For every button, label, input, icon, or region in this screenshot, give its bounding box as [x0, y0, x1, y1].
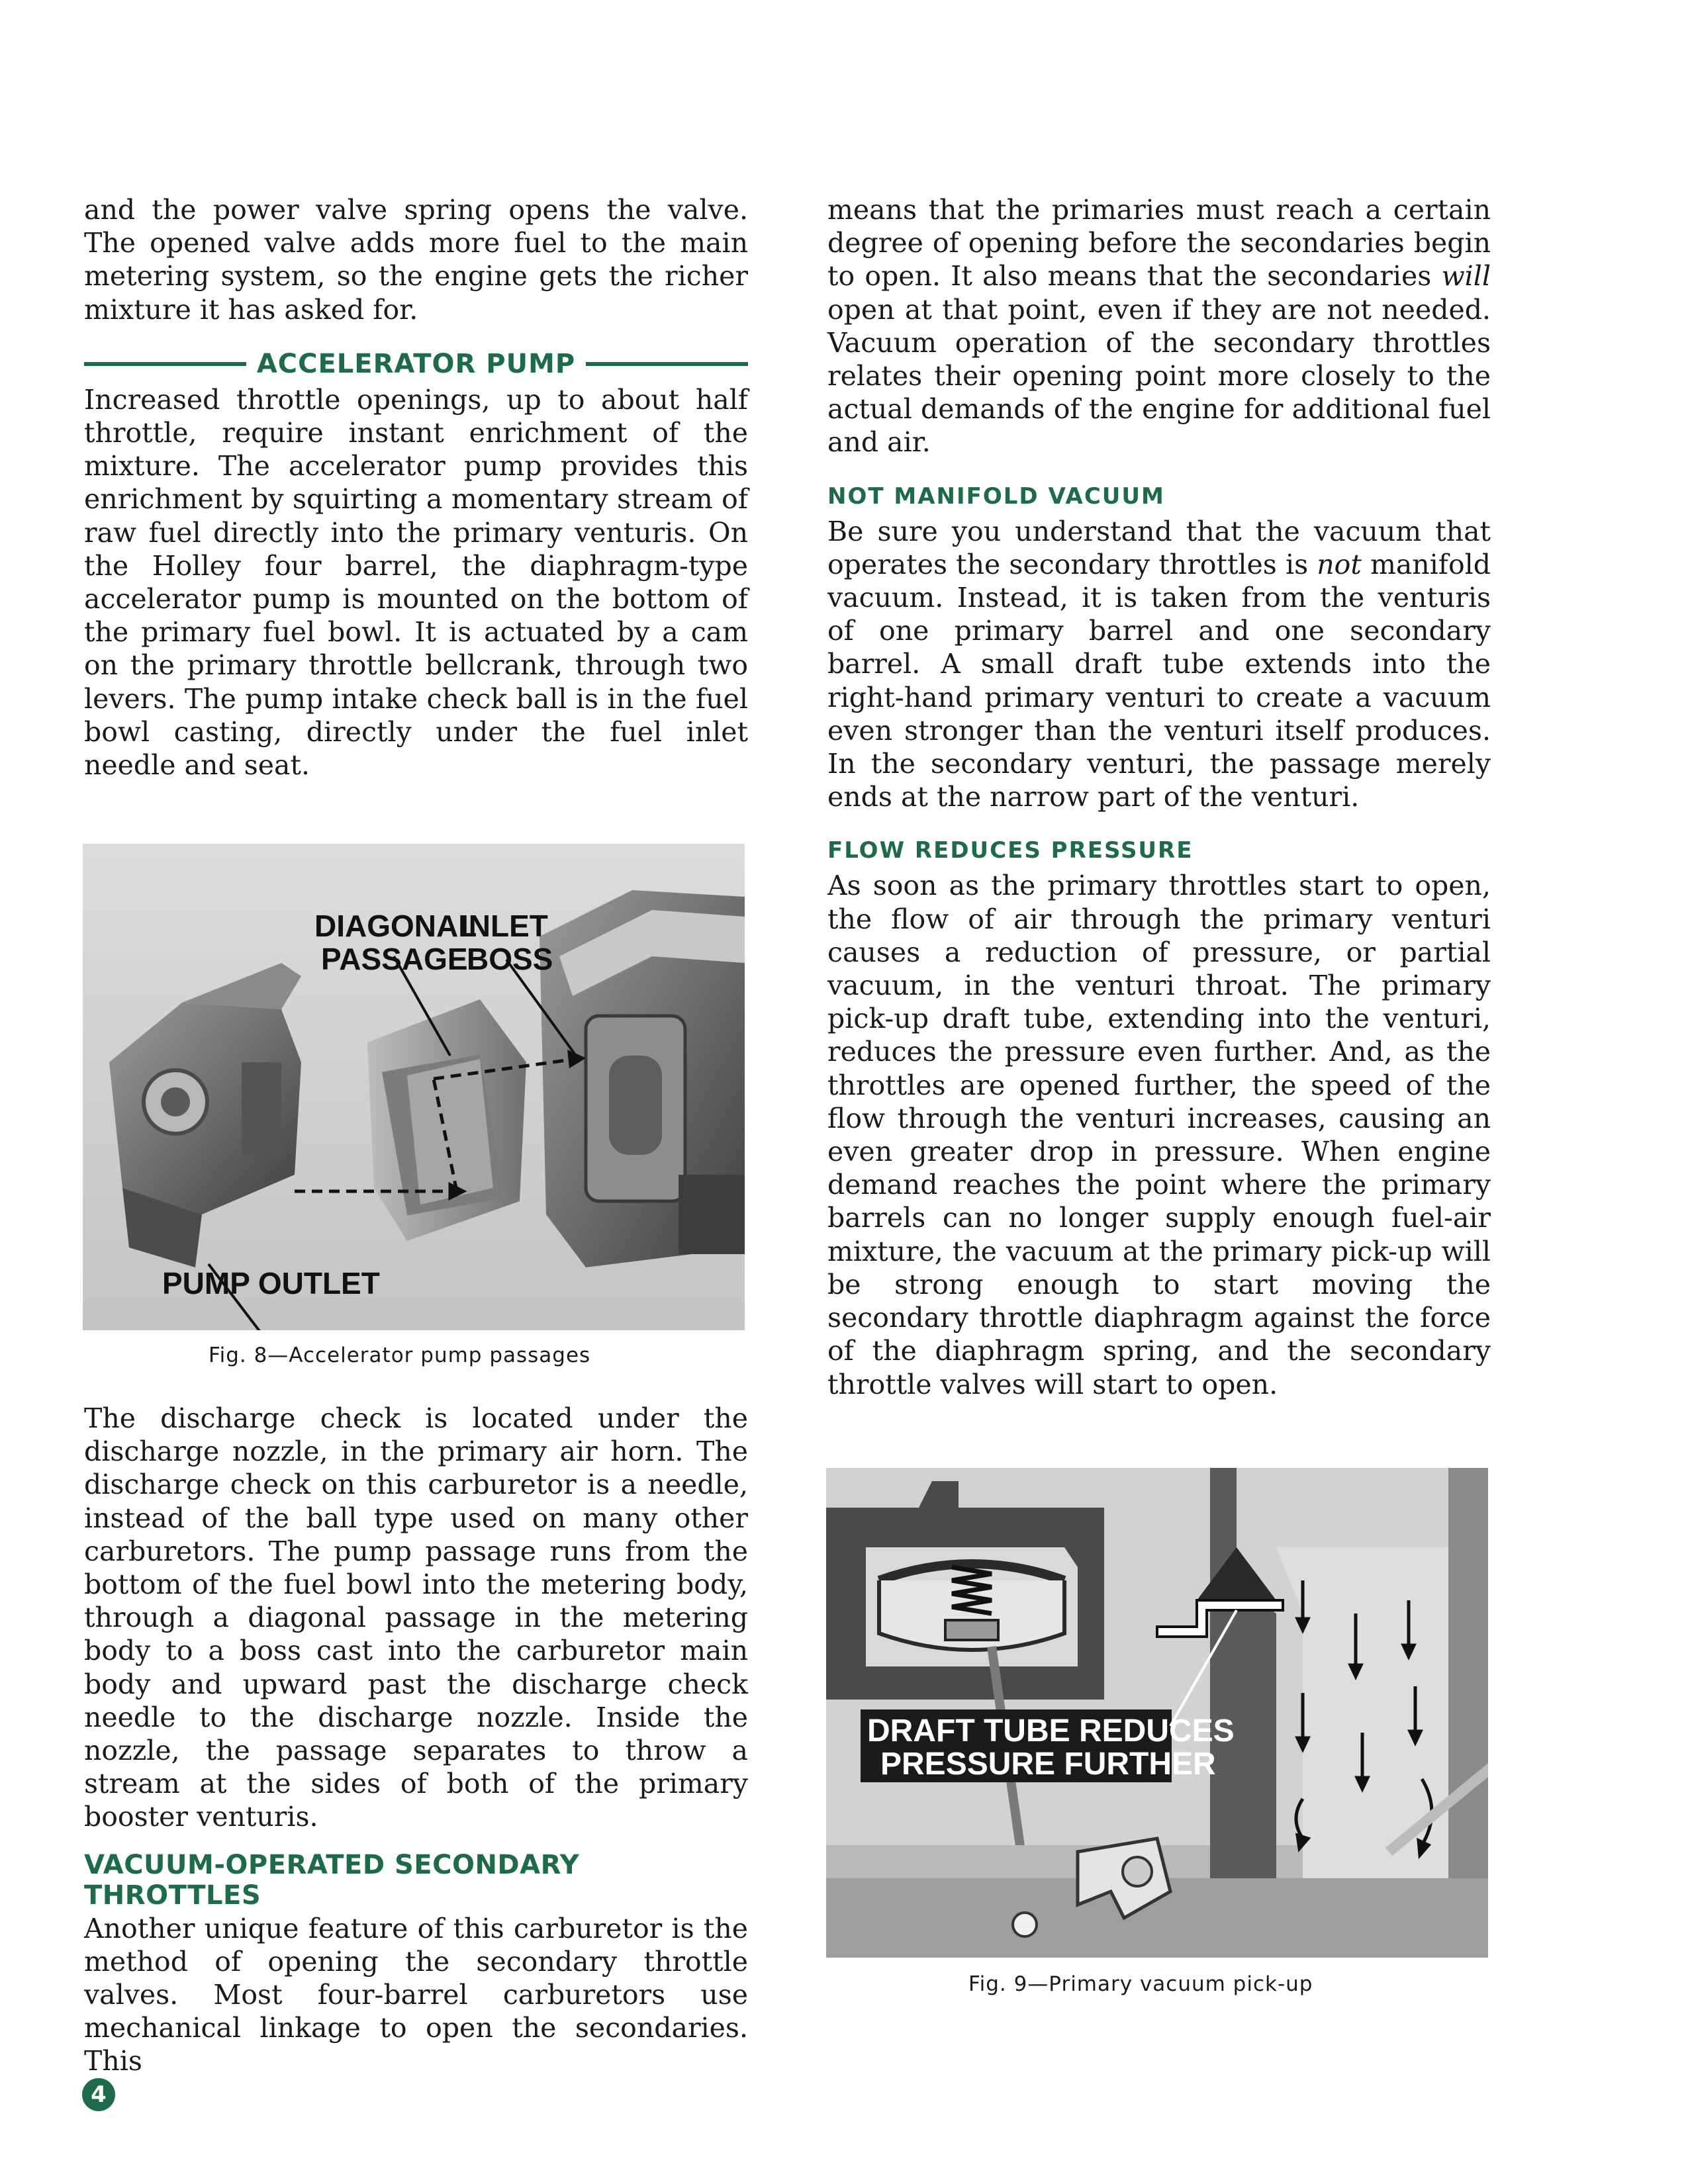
not-manifold-vacuum-heading: NOT MANIFOLD VACUUM — [827, 482, 1165, 510]
right-column — [827, 193, 1491, 1401]
heading-rule-left — [84, 362, 246, 366]
figure-9-caption: Fig. 9—Primary vacuum pick-up — [968, 1972, 1313, 1996]
accelerator-pump-paragraph: Increased throttle openings, up to about half throttle, require instant enrichment of the mixture. The accelerator pump provides this enrichment by squirting a momentary stream of raw fuel directly into the primary venturis. On the Holley four barrel, the diaphragm-type accelerator pump is mounted on the bottom of the primary fuel bowl. It is actuated by a cam on the primary throttle bellcrank, through two levers. The pump intake check ball is in the fuel bowl casting, directly under the fuel inlet needle and seat. — [84, 383, 748, 782]
label-inlet-line-2: BOSS — [467, 942, 553, 976]
diaphragm-housing — [826, 1481, 1104, 1700]
heading-rule-right — [586, 362, 748, 366]
carburetor-main-body-part — [539, 890, 745, 1267]
label-diagonal-line-2: PASSAGE — [321, 942, 468, 976]
intro-paragraph: and the power valve spring opens the valve. The opened valve adds more fuel to the main metering system, so the engine gets the richer mixture it has asked for. — [84, 194, 748, 326]
figure-8-photo — [83, 844, 745, 1330]
label-draft-tube-line-1: DRAFT TUBE REDUCES — [867, 1713, 1235, 1749]
flow-reduces-pressure-heading: FLOW REDUCES PRESSURE — [827, 837, 1194, 864]
left-column-lower — [84, 1402, 748, 2078]
not-manifold-vacuum-paragraph: Be sure you understand that the vacuum that operates the secondary throttles is not manifold vacuum. Instead, it is taken from the venturis of one primary barrel and one secondary barrel. A small draft tube extends into the right-hand primary venturi to create a vacuum even stronger than the venturi itself produces. In the secondary venturi, the passage merely ends at the narrow part of the venturi. — [827, 515, 1491, 813]
left-column — [84, 193, 748, 782]
figure-8-caption: Fig. 8—Accelerator pump passages — [209, 1343, 591, 1367]
figure-9-illustration — [826, 1468, 1488, 1958]
vacuum-secondary-paragraph: Another unique feature of this carburetor is the method of opening the secondary throttle valves. Most four-barrel carburetors use mechanical linkage to open the secondaries. This — [84, 1912, 748, 2077]
metering-body-part — [367, 999, 526, 1241]
flow-reduces-pressure-paragraph: As soon as the primary throttles start to open, the flow of air through the primary venturi causes a reduction of pressure, or partial vacuum, in the venturi throat. The primary pick-up draft tube, extending into the venturi, reduces the pressure even further. And, as the throttles are opened further, the speed of the flow through the venturi increases, causing an even greater drop in pressure. When engine demand reaches the point where the primary barrels can no longer supply enough fuel-air mixture, the vacuum at the primary pick-up will be strong enough to start moving the secondary throttle diaphragm against the force of the diaphragm spring, and the secondary throttle valves will start to open. — [827, 870, 1491, 1400]
accelerator-pump-heading: ACCELERATOR PUMP — [256, 348, 576, 379]
discharge-check-paragraph: The discharge check is located under the discharge nozzle, in the primary air horn. The discharge check on this carburetor is a needle, instead of the ball type used on many other carburetors. The pump passage runs from the bottom of the fuel bowl into the metering body, through a diagonal passage in the metering body to a boss cast into the carburetor main body and upward past the discharge check needle to the discharge nozzle. Inside the nozzle, the passage separates to throw a stream at the sides of both of the primary booster venturis. — [84, 1402, 748, 1833]
label-inlet-line-1: INLET — [460, 909, 548, 943]
secondaries-continued-paragraph: means that the primaries must reach a certain degree of opening before the secondaries begin to open. It also means that the secondaries will open at that point, even if they are not needed. Vacuum operation of the secondary throttles relates their opening point more closely to the actual demands of the engine for additional fuel and air. — [827, 194, 1491, 459]
label-pump-outlet: PUMP OUTLET — [162, 1266, 380, 1300]
accelerator-pump-heading-block — [84, 347, 748, 381]
label-diagonal-line-1: DIAGONAL — [314, 909, 477, 943]
label-draft-tube-line-2: PRESSURE FURTHER — [880, 1747, 1216, 1782]
page-number-badge: 4 — [82, 2078, 115, 2111]
vacuum-secondary-heading: VACUUM-OPERATED SECONDARY THROTTLES — [84, 1849, 580, 1911]
